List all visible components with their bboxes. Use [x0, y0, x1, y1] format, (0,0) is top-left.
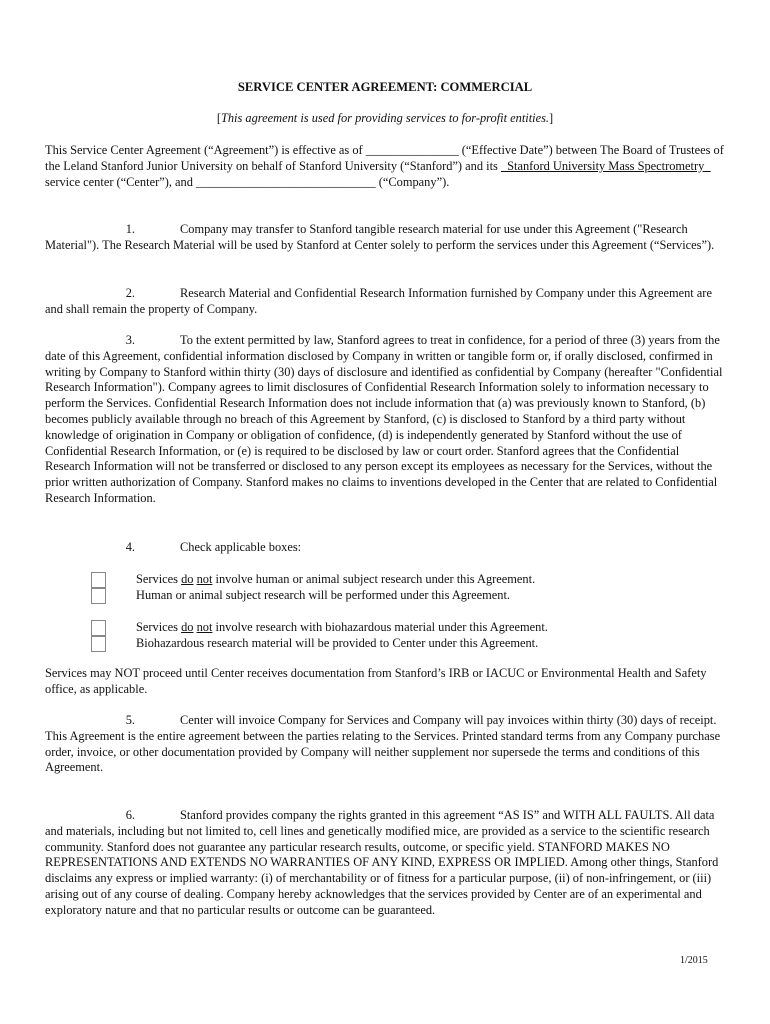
footer-date: 1/2015: [680, 955, 708, 966]
intro-paragraph: [45, 143, 725, 190]
section-6: [45, 808, 725, 919]
center-name: _Stanford University Mass Spectrometry_: [500, 158, 711, 173]
intro-text-1: This Service Center Agreement (“Agreement”) is effective as of _______________ (“Effective Date”) between The Board of Trustees of the Leland Stanford Junior University on behalf of Stanford University (“Stanford”) and its: [45, 143, 724, 173]
section-4: [45, 540, 725, 556]
section-2: [45, 286, 725, 318]
document-subtitle: [0, 111, 770, 126]
section-number: 5.: [125, 713, 135, 727]
checkbox-label: Services do not involve research with biohazardous material under this Agreement.: [136, 620, 548, 634]
subtitle-text: This agreement is used for providing services to for-profit entities.: [220, 111, 550, 125]
section-text: Company may transfer to Stanford tangible research material for use under this Agreement ("Research Material"). The Research Material will be used by Stanford at Center solely to perform the services under this Agreement (“Services”).: [45, 222, 715, 252]
section-text: To the extent permitted by law, Stanford agrees to treat in confidence, for a period of three (3) years from the date of this Agreement, confidential information disclosed by Company in written or tangible form or, if orally disclosed, confirmed in writing by Company to Stanford within thirty (30) days of disclosure and identified as confidential by Company (hereafter "Confidential Research Information"). Company agrees to limit disclosures of Confidential Research Information solely to information necessary to perform the Services. Confidential Research Information does not include information that (a) was previously known to Stanford, (b) becomes publicly available through no breach of this Agreement by Stanford, (c) is disclosed to Stanford by a third party without knowledge of origination in Company or obligation of confidence, (d) is independently generated by Stanford without the use of Confidential Research Information, or (e) is required to be disclosed by law or court order. Stanford agrees that the Confidential Research Information will not be transferred or disclosed to any person except its employees as necessary for the Services, without the prior written authorization of Company. Stanford makes no claims to inventions developed in the Center that are related to Confidential Research Information.: [45, 333, 723, 505]
section-text: Check applicable boxes:: [180, 540, 302, 554]
section-text: Research Material and Confidential Research Information furnished by Company under this Agreement are and shall remain the property of Company.: [45, 286, 712, 316]
section-number: 2.: [125, 286, 135, 300]
checkbox-human-yes[interactable]: [91, 588, 106, 604]
checkbox-label: Services do not involve human or animal subject research under this Agreement.: [136, 572, 536, 586]
checkbox-biohazard-yes[interactable]: [91, 636, 106, 652]
document-title: SERVICE CENTER AGREEMENT: COMMERCIAL: [237, 80, 533, 94]
intro-text-2: service center (“Center”), and _____________________________ (“Company”).: [45, 174, 450, 189]
section-4-note: Services may NOT proceed until Center receives documentation from Stanford’s IRB or IACUC or Environmental Health and Safety office, as applicable.: [45, 666, 707, 696]
section-number: 4.: [125, 540, 135, 554]
section-1: [45, 222, 725, 254]
section-number: 6.: [125, 808, 135, 822]
checkbox-biohazard-none[interactable]: [91, 620, 106, 636]
subtitle-close-bracket: ]: [549, 111, 554, 125]
section-text: Center will invoice Company for Services and Company will pay invoices within thirty (30) days of receipt. This Agreement is the entire agreement between the parties relating to the Services. Printed standard terms from any Company purchase order, invoice, or other documentation provided by Company will neither supplement nor supersede the terms and conditions of this Agreement.: [45, 713, 721, 775]
checkbox-human-none[interactable]: [91, 572, 106, 588]
section-number: 1.: [125, 222, 135, 236]
section-text: Stanford provides company the rights granted in this agreement “AS IS” and WITH ALL FAULTS. All data and materials, including but not limited to, cell lines and genetically modified mice, are provided as a service to the scientific research community. Stanford does not guarantee any particular research results, outcome, or specific yield. STANFORD MAKES NO REPRESENTATIONS AND EXTENDS NO WARRANTIES OF ANY KIND, EXPRESS OR IMPLIED. Among other things, Stanford disclaims any express or implied warranty: (i) of merchantability or of fitness for a particular purpose, (ii) of non-infringement, or (iii) arising out of any course of dealing. Company hereby acknowledges that the services provided by Center are of an experimental and exploratory nature and that no particular results or outcome can be guaranteed.: [45, 808, 719, 917]
section-number: 3.: [125, 333, 135, 347]
subtitle-open-bracket: [: [216, 111, 221, 125]
section-5: [45, 713, 725, 776]
section-3: [45, 333, 725, 507]
checkbox-label: Human or animal subject research will be performed under this Agreement.: [136, 588, 510, 602]
checkbox-label: Biohazardous research material will be provided to Center under this Agreement.: [136, 636, 539, 650]
